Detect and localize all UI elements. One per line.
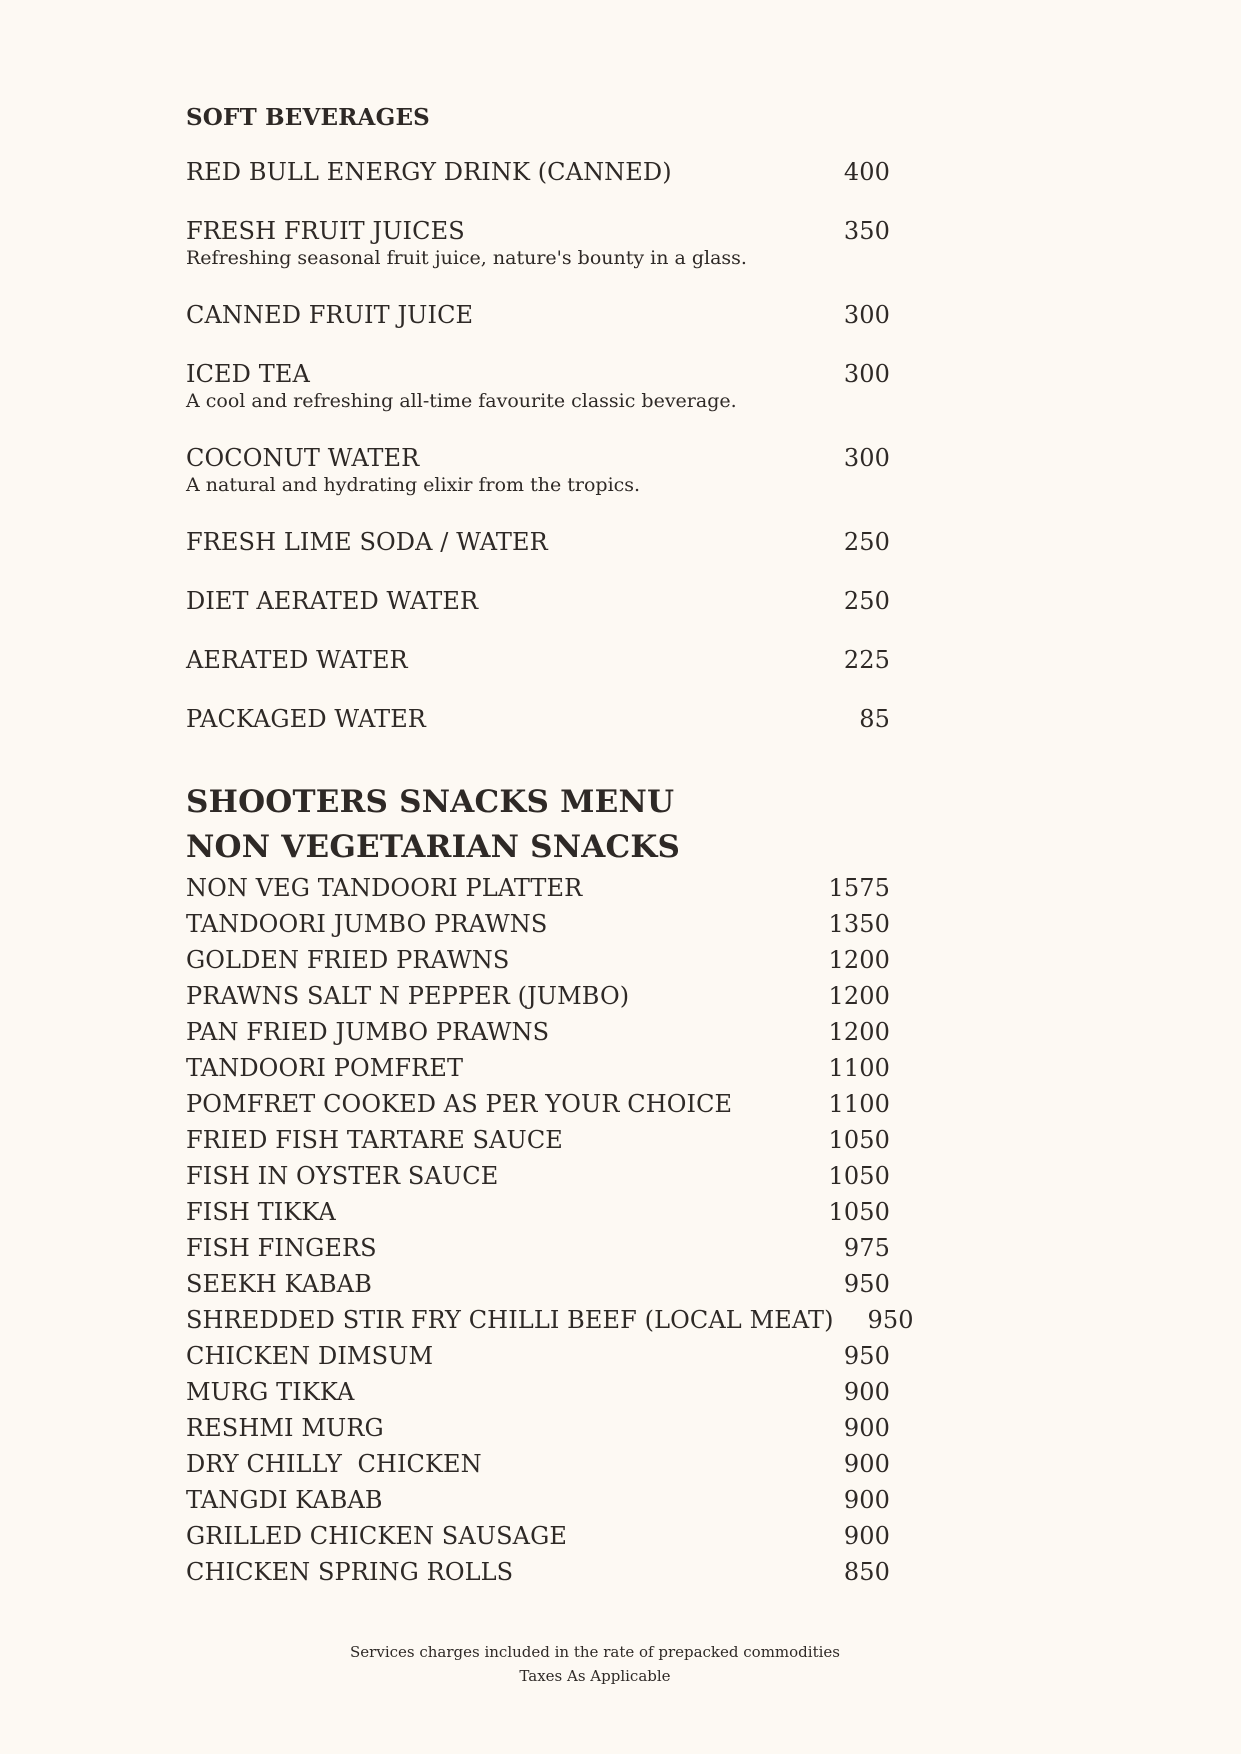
item-price: 1575: [828, 874, 890, 902]
item-price: 950: [843, 1342, 890, 1370]
menu-item-row: [186, 359, 890, 389]
menu-item-row: [186, 704, 890, 734]
menu-item-row: [186, 870, 890, 906]
item-price: 900: [843, 1450, 890, 1478]
snacks-section: [186, 780, 914, 1590]
menu-item-row: [186, 1518, 890, 1554]
menu-item-row: [186, 978, 890, 1014]
soft-beverages-section: [186, 104, 890, 763]
item-name: PAN FRIED JUMBO PRAWNS: [186, 1018, 550, 1046]
item-price: 950: [843, 1270, 890, 1298]
item-description: A cool and refreshing all-time favourite classic beverage.: [186, 390, 737, 412]
item-name: CHICKEN SPRING ROLLS: [186, 1558, 514, 1586]
item-name: GRILLED CHICKEN SAUSAGE: [186, 1522, 567, 1550]
item-name: FRIED FISH TARTARE SAUCE: [186, 1126, 563, 1154]
menu-item: [186, 645, 890, 675]
menu-item-row: [186, 216, 890, 246]
menu-item-row: [186, 1374, 890, 1410]
item-name: FISH IN OYSTER SAUCE: [186, 1162, 499, 1190]
non-veg-snacks-list: [186, 870, 914, 1590]
item-price: 900: [843, 1486, 890, 1514]
menu-item-row: [186, 157, 890, 187]
menu-item: [186, 527, 890, 557]
section-heading: SOFT BEVERAGES: [186, 104, 430, 131]
item-name: CANNED FRUIT JUICE: [186, 301, 474, 329]
menu-item-row: [186, 645, 890, 675]
item-name: MURG TIKKA: [186, 1378, 355, 1406]
item-price: 975: [843, 1234, 890, 1262]
menu-item-row: [186, 1230, 890, 1266]
item-name: FRESH LIME SODA / WATER: [186, 528, 548, 556]
menu-item: [186, 359, 890, 414]
item-price: 85: [859, 705, 890, 733]
footer-line: Services charges included in the rate of prepacked commodities: [350, 1643, 840, 1661]
menu-item: [186, 157, 890, 187]
item-name: POMFRET COOKED AS PER YOUR CHOICE: [186, 1090, 733, 1118]
menu-item-row: [186, 1122, 890, 1158]
menu-item-row: [186, 1086, 890, 1122]
menu-item-row: [186, 1410, 890, 1446]
item-name: SEEKH KABAB: [186, 1270, 372, 1298]
item-name: TANGDI KABAB: [186, 1486, 383, 1514]
item-name: DRY CHILLY CHICKEN: [186, 1450, 482, 1478]
item-name: ICED TEA: [186, 360, 310, 388]
item-price: 900: [843, 1378, 890, 1406]
menu-item-row: [186, 586, 890, 616]
item-price: 850: [843, 1558, 890, 1586]
menu-item-row: [186, 906, 890, 942]
item-price: 225: [843, 646, 890, 674]
item-name: AERATED WATER: [186, 646, 408, 674]
item-price: 1200: [828, 982, 890, 1010]
item-name: FISH TIKKA: [186, 1198, 336, 1226]
item-price: 1050: [828, 1198, 890, 1226]
menu-item-row: [186, 1266, 890, 1302]
item-price: 900: [843, 1522, 890, 1550]
item-price: 1350: [828, 910, 890, 938]
menu-item-row: [186, 1338, 890, 1374]
item-description: Refreshing seasonal fruit juice, nature's bounty in a glass.: [186, 247, 747, 269]
menu-item-row: [186, 1554, 890, 1590]
item-name: SHREDDED STIR FRY CHILLI BEEF (LOCAL MEAT): [186, 1306, 834, 1334]
item-price: 1200: [828, 1018, 890, 1046]
menu-item-row: [186, 1014, 890, 1050]
item-price: 950: [867, 1306, 914, 1334]
item-name: RESHMI MURG: [186, 1414, 384, 1442]
item-price: 1100: [828, 1054, 890, 1082]
item-name: PACKAGED WATER: [186, 705, 426, 733]
menu-item: [186, 704, 890, 734]
item-price: 300: [843, 301, 890, 329]
item-price: 900: [843, 1414, 890, 1442]
menu-title: SHOOTERS SNACKS MENU: [186, 784, 675, 820]
menu-item-row: [186, 942, 890, 978]
item-price: 1200: [828, 946, 890, 974]
item-description: A natural and hydrating elixir from the tropics.: [186, 474, 641, 496]
section-heading: NON VEGETARIAN SNACKS: [186, 829, 681, 865]
item-name: TANDOORI JUMBO PRAWNS: [186, 910, 548, 938]
item-name: NON VEG TANDOORI PLATTER: [186, 874, 583, 902]
menu-item: [186, 216, 890, 271]
menu-item-row: [186, 1302, 914, 1338]
item-price: 300: [843, 360, 890, 388]
item-price: 300: [843, 444, 890, 472]
item-name: GOLDEN FRIED PRAWNS: [186, 946, 510, 974]
menu-item-row: [186, 300, 890, 330]
item-name: PRAWNS SALT N PEPPER (JUMBO): [186, 982, 630, 1010]
menu-item-row: [186, 1482, 890, 1518]
menu-item-row: [186, 527, 890, 557]
item-name: DIET AERATED WATER: [186, 587, 479, 615]
menu-item-row: [186, 1446, 890, 1482]
item-name: TANDOORI POMFRET: [186, 1054, 464, 1082]
item-price: 1050: [828, 1162, 890, 1190]
item-price: 250: [843, 587, 890, 615]
menu-item-row: [186, 1194, 890, 1230]
footer-note: [0, 1640, 1190, 1688]
item-price: 1100: [828, 1090, 890, 1118]
menu-item: [186, 586, 890, 616]
item-name: COCONUT WATER: [186, 444, 420, 472]
menu-item-row: [186, 1158, 890, 1194]
item-name: RED BULL ENERGY DRINK (CANNED): [186, 158, 672, 186]
menu-item-row: [186, 443, 890, 473]
item-name: CHICKEN DIMSUM: [186, 1342, 434, 1370]
item-name: FISH FINGERS: [186, 1234, 377, 1262]
item-price: 250: [843, 528, 890, 556]
item-name: FRESH FRUIT JUICES: [186, 217, 465, 245]
menu-item: [186, 300, 890, 330]
item-price: 1050: [828, 1126, 890, 1154]
menu-item-row: [186, 1050, 890, 1086]
menu-item: [186, 443, 890, 498]
item-price: 350: [843, 217, 890, 245]
item-price: 400: [843, 158, 890, 186]
soft-beverages-list: [186, 157, 890, 734]
footer-line: Taxes As Applicable: [519, 1667, 671, 1685]
